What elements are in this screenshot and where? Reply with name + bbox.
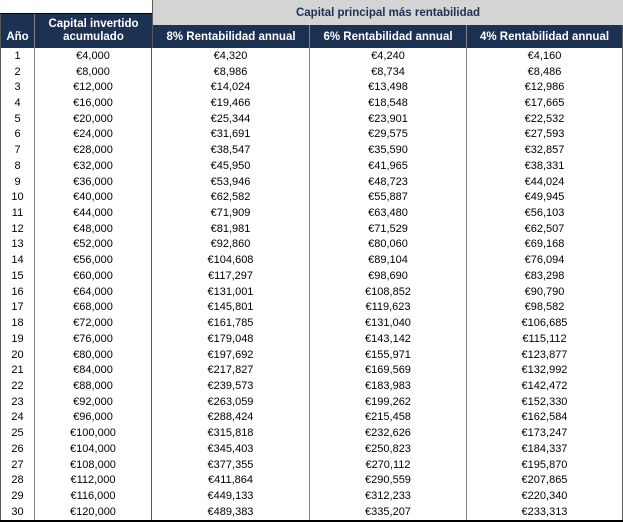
- table-row: [0, 237, 623, 253]
- cell-4pct-value: €162,584: [467, 410, 623, 426]
- cell-8pct-value: €31,691: [152, 127, 310, 143]
- table-row: [0, 331, 623, 347]
- cell-6pct-value: €89,104: [310, 252, 467, 268]
- table-row: [0, 410, 623, 426]
- table-row: [0, 252, 623, 268]
- cell-4pct-value: €184,337: [467, 441, 623, 457]
- cell-6pct-value: €335,207: [310, 504, 467, 520]
- cell-capital-acumulado: €40,000: [35, 189, 152, 205]
- cell-capital-acumulado: €96,000: [35, 410, 152, 426]
- cell-6pct-value: €48,723: [310, 174, 467, 190]
- header-left-navy-row: [0, 13, 152, 48]
- table-row: [0, 174, 623, 190]
- cell-8pct-value: €4,320: [152, 48, 310, 64]
- cell-6pct-value: €29,575: [310, 127, 467, 143]
- merged-band-title: Capital principal más rentabilidad: [153, 0, 623, 25]
- cell-capital-acumulado: €12,000: [35, 79, 152, 95]
- cell-8pct-value: €377,355: [152, 457, 310, 473]
- cell-capital-acumulado: €100,000: [35, 425, 152, 441]
- cell-capital-acumulado: €36,000: [35, 174, 152, 190]
- table-row: [0, 142, 623, 158]
- cell-year: 15: [0, 268, 35, 284]
- cell-year: 5: [0, 111, 35, 127]
- cell-4pct-value: €195,870: [467, 457, 623, 473]
- cell-4pct-value: €173,247: [467, 425, 623, 441]
- cell-6pct-value: €8,734: [310, 64, 467, 80]
- cell-year: 7: [0, 142, 35, 158]
- table-row: [0, 300, 623, 316]
- cell-4pct-value: €90,790: [467, 284, 623, 300]
- cell-6pct-value: €80,060: [310, 237, 467, 253]
- cell-year: 2: [0, 64, 35, 80]
- cell-year: 28: [0, 472, 35, 488]
- cell-8pct-value: €489,383: [152, 504, 310, 520]
- table-row: [0, 221, 623, 237]
- cell-8pct-value: €19,466: [152, 95, 310, 111]
- cell-6pct-value: €41,965: [310, 158, 467, 174]
- cell-year: 8: [0, 158, 35, 174]
- cell-4pct-value: €27,593: [467, 127, 623, 143]
- cell-8pct-value: €71,909: [152, 205, 310, 221]
- column-header-4pct-rentabilidad: 4% Rentabilidad annual: [467, 25, 623, 48]
- table-row: [0, 315, 623, 331]
- cell-8pct-value: €345,403: [152, 441, 310, 457]
- cell-capital-acumulado: €92,000: [35, 394, 152, 410]
- cell-8pct-value: €81,981: [152, 221, 310, 237]
- cell-6pct-value: €63,480: [310, 205, 467, 221]
- cell-6pct-value: €13,498: [310, 79, 467, 95]
- cell-8pct-value: €104,608: [152, 252, 310, 268]
- cell-capital-acumulado: €108,000: [35, 457, 152, 473]
- table-row: [0, 268, 623, 284]
- table-row: [0, 79, 623, 95]
- cell-6pct-value: €312,233: [310, 488, 467, 504]
- cell-year: 4: [0, 95, 35, 111]
- column-header-year: Año: [0, 14, 35, 48]
- cell-4pct-value: €56,103: [467, 205, 623, 221]
- header-right-navy-row: [153, 25, 623, 48]
- column-header-6pct-rentabilidad: 6% Rentabilidad annual: [310, 25, 467, 48]
- cell-year: 11: [0, 205, 35, 221]
- cell-8pct-value: €92,860: [152, 237, 310, 253]
- cell-capital-acumulado: €4,000: [35, 48, 152, 64]
- column-header-8pct-rentabilidad: 8% Rentabilidad annual: [153, 25, 310, 48]
- cell-8pct-value: €315,818: [152, 425, 310, 441]
- cell-6pct-value: €131,040: [310, 315, 467, 331]
- cell-4pct-value: €17,665: [467, 95, 623, 111]
- cell-year: 30: [0, 504, 35, 520]
- cell-capital-acumulado: €8,000: [35, 64, 152, 80]
- table-row: [0, 127, 623, 143]
- cell-4pct-value: €98,582: [467, 300, 623, 316]
- cell-capital-acumulado: €48,000: [35, 221, 152, 237]
- table-row: [0, 472, 623, 488]
- cell-year: 21: [0, 362, 35, 378]
- cell-8pct-value: €45,950: [152, 158, 310, 174]
- cell-6pct-value: €98,690: [310, 268, 467, 284]
- cell-8pct-value: €288,424: [152, 410, 310, 426]
- table-row: [0, 425, 623, 441]
- cell-4pct-value: €62,507: [467, 221, 623, 237]
- cell-6pct-value: €119,623: [310, 300, 467, 316]
- table-row: [0, 394, 623, 410]
- table-row: [0, 158, 623, 174]
- cell-6pct-value: €155,971: [310, 347, 467, 363]
- cell-capital-acumulado: €44,000: [35, 205, 152, 221]
- cell-capital-acumulado: €88,000: [35, 378, 152, 394]
- cell-year: 14: [0, 252, 35, 268]
- cell-4pct-value: €44,024: [467, 174, 623, 190]
- cell-capital-acumulado: €28,000: [35, 142, 152, 158]
- cell-6pct-value: €183,983: [310, 378, 467, 394]
- cell-capital-acumulado: €68,000: [35, 300, 152, 316]
- cell-8pct-value: €411,864: [152, 472, 310, 488]
- cell-capital-acumulado: €24,000: [35, 127, 152, 143]
- cell-6pct-value: €143,142: [310, 331, 467, 347]
- cell-4pct-value: €123,877: [467, 347, 623, 363]
- cell-8pct-value: €25,344: [152, 111, 310, 127]
- cell-year: 29: [0, 488, 35, 504]
- cell-4pct-value: €76,094: [467, 252, 623, 268]
- cell-year: 18: [0, 315, 35, 331]
- cell-4pct-value: €207,865: [467, 472, 623, 488]
- cell-4pct-value: €115,112: [467, 331, 623, 347]
- cell-capital-acumulado: €112,000: [35, 472, 152, 488]
- cell-capital-acumulado: €56,000: [35, 252, 152, 268]
- cell-6pct-value: €199,262: [310, 394, 467, 410]
- cell-year: 20: [0, 347, 35, 363]
- cell-year: 24: [0, 410, 35, 426]
- cell-year: 19: [0, 331, 35, 347]
- table-row: [0, 48, 623, 64]
- cell-6pct-value: €18,548: [310, 95, 467, 111]
- cell-4pct-value: €106,685: [467, 315, 623, 331]
- cell-6pct-value: €169,569: [310, 362, 467, 378]
- cell-capital-acumulado: €72,000: [35, 315, 152, 331]
- cell-capital-acumulado: €104,000: [35, 441, 152, 457]
- cell-capital-acumulado: €80,000: [35, 347, 152, 363]
- cell-4pct-value: €38,331: [467, 158, 623, 174]
- cell-6pct-value: €270,112: [310, 457, 467, 473]
- cell-8pct-value: €179,048: [152, 331, 310, 347]
- cell-4pct-value: €12,986: [467, 79, 623, 95]
- table-header: [0, 0, 623, 48]
- cell-8pct-value: €161,785: [152, 315, 310, 331]
- cell-year: 6: [0, 127, 35, 143]
- table-row: [0, 441, 623, 457]
- header-right-block: [152, 0, 623, 48]
- cell-year: 23: [0, 394, 35, 410]
- cell-4pct-value: €69,168: [467, 237, 623, 253]
- cell-6pct-value: €35,590: [310, 142, 467, 158]
- cell-capital-acumulado: €84,000: [35, 362, 152, 378]
- cell-6pct-value: €23,901: [310, 111, 467, 127]
- cell-8pct-value: €145,801: [152, 300, 310, 316]
- cell-8pct-value: €217,827: [152, 362, 310, 378]
- cell-4pct-value: €8,486: [467, 64, 623, 80]
- table-row: [0, 362, 623, 378]
- cell-capital-acumulado: €64,000: [35, 284, 152, 300]
- cell-year: 26: [0, 441, 35, 457]
- cell-6pct-value: €4,240: [310, 48, 467, 64]
- cell-8pct-value: €38,547: [152, 142, 310, 158]
- cell-capital-acumulado: €52,000: [35, 237, 152, 253]
- cell-capital-acumulado: €76,000: [35, 331, 152, 347]
- table-row: [0, 205, 623, 221]
- header-left-block: [0, 0, 152, 48]
- cell-6pct-value: €250,823: [310, 441, 467, 457]
- table-row: [0, 64, 623, 80]
- cell-4pct-value: €4,160: [467, 48, 623, 64]
- cell-4pct-value: €83,298: [467, 268, 623, 284]
- cell-8pct-value: €239,573: [152, 378, 310, 394]
- table-row: [0, 111, 623, 127]
- cell-4pct-value: €22,532: [467, 111, 623, 127]
- cell-6pct-value: €215,458: [310, 410, 467, 426]
- cell-capital-acumulado: €20,000: [35, 111, 152, 127]
- cell-4pct-value: €152,330: [467, 394, 623, 410]
- cell-8pct-value: €14,024: [152, 79, 310, 95]
- table-row: [0, 378, 623, 394]
- cell-year: 9: [0, 174, 35, 190]
- cell-8pct-value: €53,946: [152, 174, 310, 190]
- cell-4pct-value: €220,340: [467, 488, 623, 504]
- cell-year: 17: [0, 300, 35, 316]
- cell-4pct-value: €142,472: [467, 378, 623, 394]
- table-row: [0, 488, 623, 504]
- cell-6pct-value: €108,852: [310, 284, 467, 300]
- cell-capital-acumulado: €16,000: [35, 95, 152, 111]
- cell-6pct-value: €290,559: [310, 472, 467, 488]
- cell-capital-acumulado: €32,000: [35, 158, 152, 174]
- cell-year: 16: [0, 284, 35, 300]
- header-top-spacer: [0, 0, 152, 13]
- table-row: [0, 95, 623, 111]
- cell-year: 1: [0, 48, 35, 64]
- cell-capital-acumulado: €120,000: [35, 504, 152, 520]
- cell-8pct-value: €131,001: [152, 284, 310, 300]
- cell-year: 22: [0, 378, 35, 394]
- cell-6pct-value: €232,626: [310, 425, 467, 441]
- cell-4pct-value: €132,992: [467, 362, 623, 378]
- cell-8pct-value: €197,692: [152, 347, 310, 363]
- cell-8pct-value: €263,059: [152, 394, 310, 410]
- table-row: [0, 347, 623, 363]
- table-body: [0, 48, 623, 520]
- cell-8pct-value: €449,133: [152, 488, 310, 504]
- cell-4pct-value: €233,313: [467, 504, 623, 520]
- cell-capital-acumulado: €60,000: [35, 268, 152, 284]
- cell-6pct-value: €55,887: [310, 189, 467, 205]
- table-row: [0, 189, 623, 205]
- cell-year: 12: [0, 221, 35, 237]
- column-header-capital-invertido: Capital invertido acumulado: [48, 18, 139, 43]
- table-row: [0, 504, 623, 520]
- cell-8pct-value: €62,582: [152, 189, 310, 205]
- cell-8pct-value: €8,986: [152, 64, 310, 80]
- cell-4pct-value: €49,945: [467, 189, 623, 205]
- cell-year: 27: [0, 457, 35, 473]
- cell-4pct-value: €32,857: [467, 142, 623, 158]
- cell-8pct-value: €117,297: [152, 268, 310, 284]
- cell-year: 25: [0, 425, 35, 441]
- table-row: [0, 457, 623, 473]
- cell-year: 13: [0, 237, 35, 253]
- cell-6pct-value: €71,529: [310, 221, 467, 237]
- cell-capital-acumulado: €116,000: [35, 488, 152, 504]
- cell-year: 3: [0, 79, 35, 95]
- table-row: [0, 284, 623, 300]
- cell-year: 10: [0, 189, 35, 205]
